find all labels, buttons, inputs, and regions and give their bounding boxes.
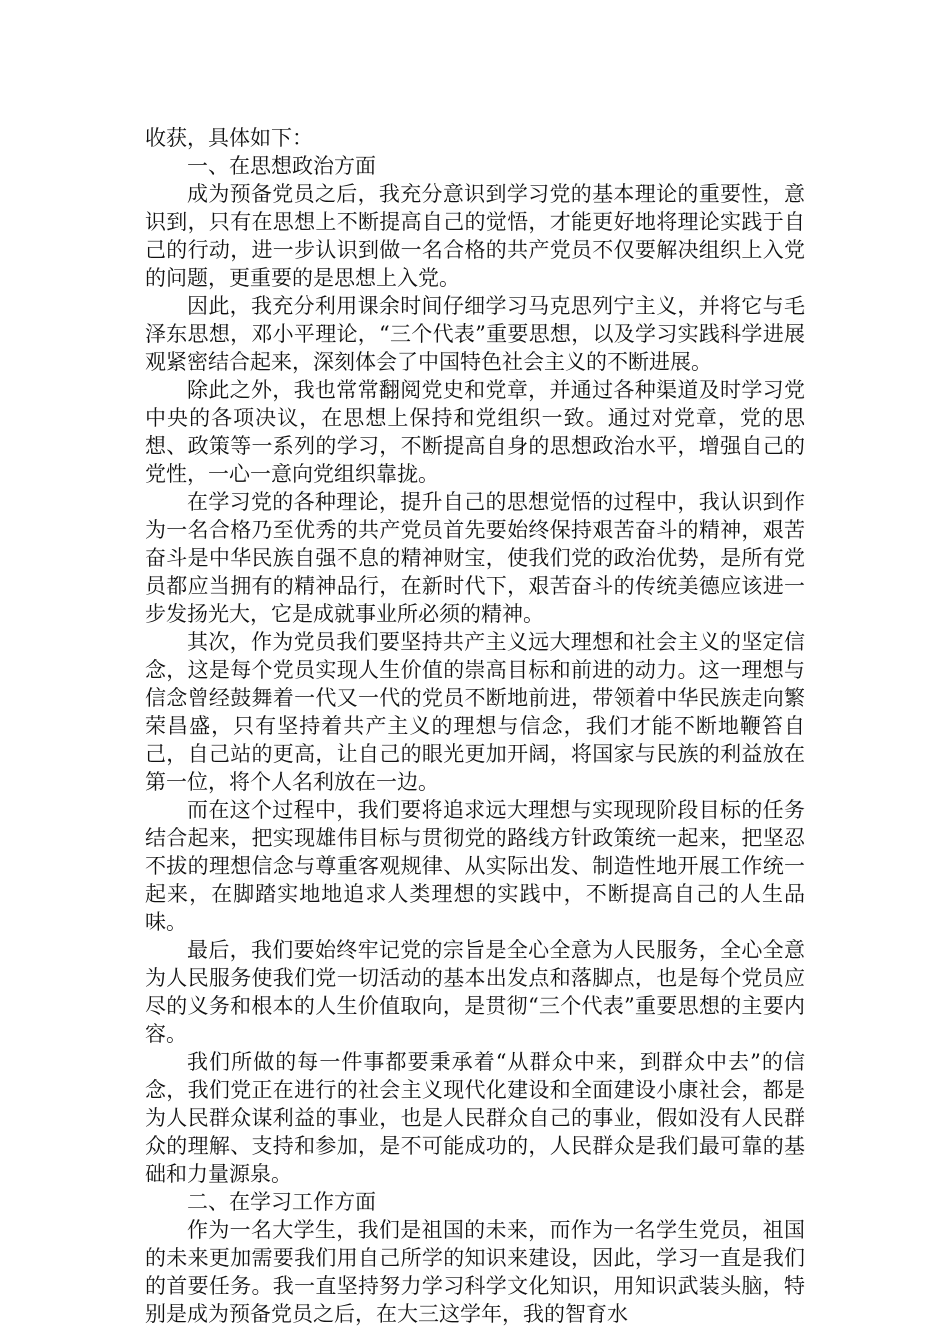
paragraph: 最后，我们要始终牢记党的宗旨是全心全意为人民服务，全心全意为人民服务使我们党一切活动的基本出发点和落脚点，也是每个党员应尽的义务和根本的人生价值取向，是贯彻“三个代表”重要思想的主要内容。 [145, 938, 805, 1046]
paragraph: 在学习党的各种理论，提升自己的思想觉悟的过程中，我认识到作为一名合格乃至优秀的共产党员首先要始终保持艰苦奋斗的精神，艰苦奋斗是中华民族自强不息的精神财宝，使我们党的政治优势，是所有党员都应当拥有的精神品行，在新时代下，艰苦奋斗的传统美德应该进一步发扬光大，它是成就事业所必须的精神。 [145, 490, 805, 626]
paragraph: 其次，作为党员我们要坚持共产主义远大理想和社会主义的坚定信念，这是每个党员实现人生价值的崇高目标和前进的动力。这一理想与信念曾经鼓舞着一代又一代的党员不断地前进，带领着中华民族走向繁荣昌盛，只有坚持着共产主义的理想与信念，我们才能不断地鞭笞自己，自己站的更高，让自己的眼光更加开阔，将国家与民族的利益放在第一位，将个人名利放在一边。 [145, 630, 805, 794]
paragraph: 成为预备党员之后，我充分意识到学习党的基本理论的重要性，意识到，只有在思想上不断提高自己的觉悟，才能更好地将理论实践于自己的行动，进一步认识到做一名合格的共产党员不仅要解决组织上入党的问题，更重要的是思想上入党。 [145, 182, 805, 290]
paragraph: 我们所做的每一件事都要秉承着“从群众中来，到群众中去”的信念，我们党正在进行的社会主义现代化建设和全面建设小康社会，都是为人民群众谋利益的事业，也是人民群众自己的事业，假如没有人民群众的理解、支持和参加，是不可能成功的，人民群众是我们最可靠的基础和力量源泉。 [145, 1050, 805, 1186]
paragraph: 作为一名大学生，我们是祖国的未来，而作为一名学生党员，祖国的未来更加需要我们用自己所学的知识来建设，因此，学习一直是我们的首要任务。我一直坚持努力学习科学文化知识，用知识武装头脑，特别是成为预备党员之后，在大三这学年，我的智育水 [145, 1218, 805, 1326]
paragraph: 除此之外，我也常常翻阅党史和党章，并通过各种渠道及时学习党中央的各项决议，在思想上保持和党组织一致。通过对党章，党的思想、政策等一系列的学习，不断提高自身的思想政治水平，增强自己的党性，一心一意向党组织靠拢。 [145, 378, 805, 486]
section-heading-ideology: 一、在思想政治方面 [187, 154, 376, 178]
intro-line: 收获，具体如下： [145, 126, 313, 150]
paragraph: 而在这个过程中，我们要将追求远大理想与实现现阶段目标的任务结合起来，把实现雄伟目标与贯彻党的路线方针政策统一起来，把坚忍不拔的理想信念与尊重客观规律、从实际出发、制造性地开展工作统一起来，在脚踏实地地追求人类理想的实践中，不断提高自己的人生品味。 [145, 798, 805, 934]
section-heading-study-work: 二、在学习工作方面 [187, 1190, 376, 1214]
paragraph: 因此，我充分利用课余时间仔细学习马克思列宁主义，并将它与毛泽东思想，邓小平理论，“三个代表”重要思想，以及学习实践科学进展观紧密结合起来，深刻体会了中国特色社会主义的不断进展。 [145, 294, 805, 374]
document-page [145, 124, 805, 1328]
